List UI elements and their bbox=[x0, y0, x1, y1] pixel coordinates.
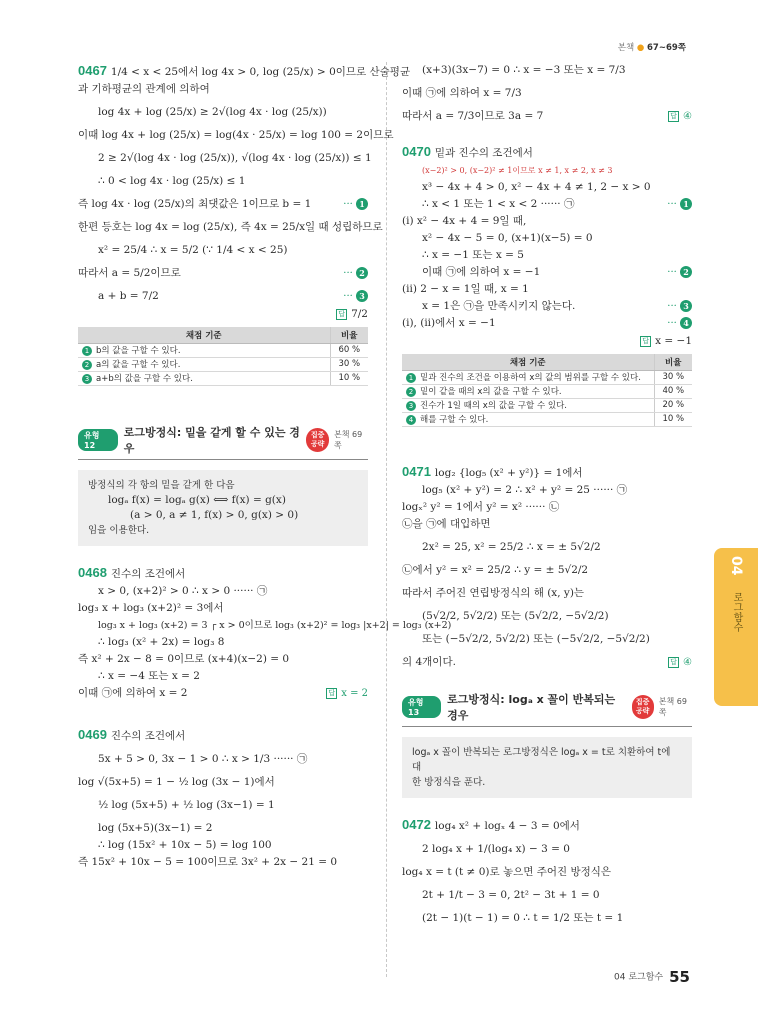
chapter-label: 로그함수 bbox=[731, 592, 742, 632]
answer: 답 x = 2 bbox=[326, 685, 368, 702]
problem-number: 0470 bbox=[402, 144, 431, 159]
problem-number: 0469 bbox=[78, 726, 107, 742]
answer-icon: 답 bbox=[326, 688, 337, 699]
problem-0471: 0471 log₂ {log₅ (x² + y²)} = 1에서 log₅ (x² + y²) = 2 ∴ x² + y² = 25 ······ ㉠ logₓ² y² = 1에서 y² = x² ······ ㉡ ㉡을 ㉠에 대입하면 2x² = 25, x² = 25/2 ∴ x = ± 5√2/2 ㉡에서 y² = x² = 25/2 ∴ y = ± 5√2/2 따라서 주어진 연립방정식의 해 (x, y)는 (5√2/2, 5√2/2) 또는 (5√2/2, −5√2/2) 또는 (−5√2/2, 5√2/2) 또는 (−5√2/2, −5√2/2) 의 4개이다. 답 ④ bbox=[402, 463, 692, 671]
answer-icon: 답 bbox=[668, 657, 679, 668]
condition-note: (x−2)² > 0, (x−2)² ≠ 1이므로 x ≠ 1, x ≠ 2, x ≠ 3 bbox=[422, 166, 613, 175]
step-mark-3: ··· 3 bbox=[343, 288, 368, 305]
type-title: 로그방정식: 밑을 같게 할 수 있는 경우 bbox=[123, 425, 300, 455]
problem-0469: 0469 진수의 조건에서 5x + 5 > 0, 3x − 1 > 0 ∴ x > 1/3 ······ ㉠ log √(5x+5) = 1 − ½ log (3x − 1)에서 ½ log (5x+5) + ½ log (3x−1) = 1 log (5x+5)(3x−1) = 2 ∴ log (15x² + 10x − 5) = log 100 즉 15x² + 10x − 5 = 100이므로 3x² + 2x − 21 = 0 bbox=[78, 726, 338, 868]
type-tag: 유형 13 bbox=[402, 696, 441, 718]
answer: 답 ④ bbox=[668, 108, 692, 125]
step-mark-2: ··· 2 bbox=[343, 265, 368, 282]
table-row: 2 a의 값을 구할 수 있다. 30 % bbox=[78, 357, 368, 371]
answer-icon: 답 bbox=[640, 336, 651, 347]
table-row: 3 진수가 1일 때의 x의 값을 구할 수 있다. 20 % bbox=[402, 398, 692, 412]
step-mark-2: ··· 2 bbox=[667, 264, 692, 281]
problem-number: 0468 bbox=[78, 564, 107, 580]
table-row: 3 a+b의 값을 구할 수 있다. 10 % bbox=[78, 371, 368, 385]
step-mark-1: ··· 1 bbox=[343, 196, 368, 213]
step-mark-4: ··· 4 bbox=[667, 315, 692, 332]
column-divider bbox=[386, 62, 387, 977]
chapter-number: 04 bbox=[728, 556, 744, 576]
table-row: 2 밑이 같을 때의 x의 값을 구할 수 있다. 40 % bbox=[402, 384, 692, 398]
problem-0472: 0472 log₄ x² + logₓ 4 − 3 = 0에서 2 log₄ x + 1/(log₄ x) − 3 = 0 log₄ x = t (t ≠ 0)로 놓으면 주어진 방정식은 2t + 1/t − 3 = 0, 2t² − 3t + 1 = 0 (2t − 1)(t − 1) = 0 ∴ t = 1/2 또는 t = 1 bbox=[402, 816, 624, 924]
page-footer bbox=[614, 968, 690, 986]
type-title: 로그방정식: logₐ x 꼴이 반복되는 경우 bbox=[447, 692, 616, 722]
answer: 답 x = −1 bbox=[402, 332, 692, 350]
focus-badge: 집중 공략 bbox=[632, 695, 654, 719]
problem-0470: 0470 밑과 진수의 조건에서 (x−2)² > 0, (x−2)² ≠ 1이므로 x ≠ 1, x ≠ 2, x ≠ 3 x³ − 4x + 4 > 0, x² − 4x + 4 ≠ 1, 2 − x > 0 ∴ x < 1 또는 1 < x < 2 ······ ㉠ ··· 1 (i) x² − 4x + 4 = 9일 때, x² − 4x − 5 = 0, (x+1)(x−5) = 0 ∴ x = −1 또는 x = 5 이때 ㉠에 의하여 x = −1 ··· 2 (ii) 2 − x = 1일 때, x = 1 x = 1은 ㉠을 만족시키지 않는다. ··· 3 (i), (ii)에서 x = −1 ··· 4 답 x = −1 bbox=[402, 143, 692, 350]
problem-0469-continued: (x+3)(3x−7) = 0 ∴ x = −3 또는 x = 7/3 이때 ㉠에 의하여 x = 7/3 따라서 a = 7/3이므로 3a = 7 답 ④ bbox=[402, 62, 692, 125]
type-13-section: 유형 13 로그방정식: logₐ x 꼴이 반복되는 경우 집중 공략 본책 69쪽 logₐ x 꼴이 반복되는 로그방정식은 logₐ x = t로 치환하여 t에 대 한 방정식을 푼다. bbox=[402, 691, 692, 798]
page-reference: 본책 ● 67~69쪽 bbox=[617, 43, 686, 53]
answer-icon: 답 bbox=[668, 111, 679, 122]
problem-0467: 0467 1/4 < x < 25에서 log 4x > 0, log (25/x) > 0이므로 산술평균 과 기하평균의 관계에 의하여 log 4x + log (25/x) ≥ 2√(log 4x · log (25/x)) 이때 log 4x + log (25/x) = log(4x · 25/x) = log 100 = 2이므로 2 ≥ 2√(log 4x · log (25/x)), √(log 4x · log (25/x)) ≤ 1 ∴ 0 < log 4x · log (25/x) ≤ 1 즉 log 4x · log (25/x)의 최댓값은 1이므로 b = 1 ··· 1 한편 등호는 log 4x = log (25/x), 즉 4x = 25/x일 때 성립하므로 x² = 25/4 ∴ x = 5/2 (∵ 1/4 < x < 25) 따라서 a = 5/2이므로 ··· 2 a + b = 7/2 ··· 3 답 7/2 bbox=[78, 62, 368, 323]
step-mark-3: ··· 3 bbox=[667, 298, 692, 315]
scoring-table-0470: 채점 기준 비율 1 밑과 진수의 조건을 이용하여 x의 값의 범위를 구할 수 있다. 30 % 2 밑이 같을 때의 x의 값을 구할 수 있다. 40 % 3 진수가 1일 때의 x의 값을 구할 수 있다. 20 % 4 해를 구할 수 있다. 10 % bbox=[402, 354, 692, 427]
problem-0468: 0468 진수의 조건에서 x > 0, (x+2)² > 0 ∴ x > 0 ······ ㉠ log₃ x + log₃ (x+2)² = 3에서 log₃ x + log₃ (x+2) = 3 ┌ x > 0이므로 log₃ (x+2)² = log₃ |x+2| = log₃ (x+2) ∴ log₃ (x² + 2x) = log₃ 8 즉 x² + 2x − 8 = 0이므로 (x+4)(x−2) = 0 ∴ x = −4 또는 x = 2 이때 ㉠에 의하여 x = 2 답 x = 2 bbox=[78, 564, 368, 702]
problem-number: 0467 bbox=[78, 63, 107, 78]
chapter-side-tab bbox=[714, 548, 758, 706]
table-row: 1 밑과 진수의 조건을 이용하여 x의 값의 범위를 구할 수 있다. 30 % bbox=[402, 370, 692, 384]
type-tag: 유형 12 bbox=[78, 429, 118, 451]
type-12-section: 유형 12 로그방정식: 밑을 같게 할 수 있는 경우 집중 공략 본책 69쪽 방정식의 각 항의 밑을 같게 한 다음 logₐ f(x) = logₐ g(x) ⟺ f(x) = g(x) (a > 0, a ≠ 1, f(x) > 0, g(x) > 0) 임을 이용한다. bbox=[78, 424, 368, 546]
answer: 답 ④ bbox=[668, 654, 692, 671]
answer-icon: 답 bbox=[336, 309, 347, 320]
problem-number: 0471 bbox=[402, 463, 431, 479]
scoring-table-0467: 채점 기준 비율 1 b의 값을 구할 수 있다. 60 % 2 a의 값을 구할 수 있다. 30 % 3 a+b의 값을 구할 수 있다. 10 % bbox=[78, 327, 368, 386]
table-row: 1 b의 값을 구할 수 있다. 60 % bbox=[78, 343, 368, 357]
right-column bbox=[402, 62, 692, 927]
step-mark-1: ··· 1 bbox=[667, 196, 692, 213]
table-row: 4 해를 구할 수 있다. 10 % bbox=[402, 412, 692, 426]
footer-chapter: 04 로그함수 bbox=[614, 972, 664, 983]
page-number: 55 bbox=[669, 968, 690, 986]
tip-box: logₐ x 꼴이 반복되는 로그방정식은 logₐ x = t로 치환하여 t에 대 한 방정식을 푼다. bbox=[402, 737, 692, 798]
tip-box: 방정식의 각 항의 밑을 같게 한 다음 logₐ f(x) = logₐ g(x) ⟺ f(x) = g(x) (a > 0, a ≠ 1, f(x) > 0, g(x) > 0) 임을 이용한다. bbox=[78, 470, 368, 546]
answer: 답 7/2 bbox=[78, 305, 368, 323]
focus-badge: 집중 공략 bbox=[306, 428, 329, 452]
problem-number: 0472 bbox=[402, 816, 431, 832]
